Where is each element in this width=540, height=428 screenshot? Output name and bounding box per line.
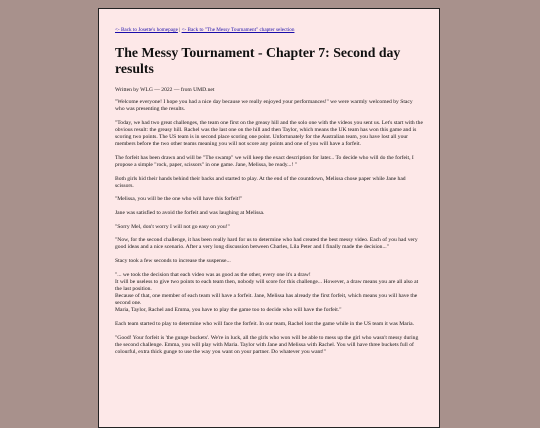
nav-separator: | (179, 27, 181, 33)
byline: Written by WLG — 2022 — from UMD.net (115, 87, 215, 93)
back-to-homepage-link[interactable]: <- Back to Josette's homepage (115, 27, 178, 33)
story-paragraph-8: "Now, for the second challenge, it has been really hard for us to determine who had created the best messy video. Each of you had very good ideas and a nice scenario. After a very long discussion between Charles, Lila Peter and I finally made the decision..." (115, 237, 418, 251)
story-paragraph-3: The forfeit has been drawn and will be "The swamp" we will keep the exact description for later... To decide who will do the forfeit, I propose a simple "rock, paper, scissors" in one game. Jane, Melissa, be ready...! " (115, 154, 414, 168)
story-paragraph-9: Stacy took a few seconds to increase the suspense... (115, 258, 231, 265)
page-title: The Messy Tournament - Chapter 7: Second day results (115, 45, 401, 76)
back-to-chapter-selection-link[interactable]: <- Back to "The Messy Tournament" chapter selection (181, 27, 295, 33)
story-paragraph-4: Both girls hid their hands behind their backs and started to play. At the end of the countdown, Melissa chose paper while Jane had scissors. (115, 175, 406, 189)
story-paragraph-2: "Today, we had two great challenges, the team one first on the greasy hill and the solo one with the videos you sent us. Let's start with the obvious result: the greasy hill. Rachel was the last one on the hill and then Taylor, which means the UK team has won this game and is scoring two points. The US team is in second place scoring one point. Unfortunately for the Australian team, you have lost all your members before the two other teams meaning you will not score any points and one of you will have a forfeit. (115, 119, 423, 148)
story-paragraph-5: "Melissa, you will be the one who will have this forfeit!" (115, 196, 243, 203)
breadcrumb (115, 27, 423, 33)
story-paragraph-12: "Good! Your forfeit is 'the gunge buckets'. We're in luck, all the girls who won will be able to mess up the girl who wasn't messy during the second challenge. Emma, you will play with Maria. Taylor with Jane and Melissa with Rachel. You will have three buckets full of colourful, extra thick gunge to use the way you want on your partner. Do whatever you want!" (115, 334, 419, 355)
story-paragraph-1: "Welcome everyone! I hope you had a nice day because we really enjoyed your performances!" we were warmly welcomed by Stacy who was presenting the results. (115, 99, 413, 113)
story-paragraph-10: "... we took the decision that each video was as good as the other, every one it's a draw! It will be useless to give two points to each team then, nobody will score for this challenge... However, a draw means you are all also at the last position. Because of that, one member of each team will have a forfeit. Jane, Melissa has already the first forfeit, which means you will have the second one. Maria, Taylor, Rachel and Emma, you have to play the game too to decide who will have the forfeit." (115, 271, 419, 314)
story-paragraph-11: Each team started to play to determine who will face the forfeit. In our team, Rachel lost the game while in the US team it was Maria. (115, 321, 415, 327)
story-paragraph-7: "Sorry Mel, don't worry I will not go easy on you!" (115, 223, 230, 230)
story-paragraph-6: Jane was satisfied to avoid the forfeit and was laughing at Melissa. (115, 210, 265, 216)
document-page (98, 8, 440, 428)
